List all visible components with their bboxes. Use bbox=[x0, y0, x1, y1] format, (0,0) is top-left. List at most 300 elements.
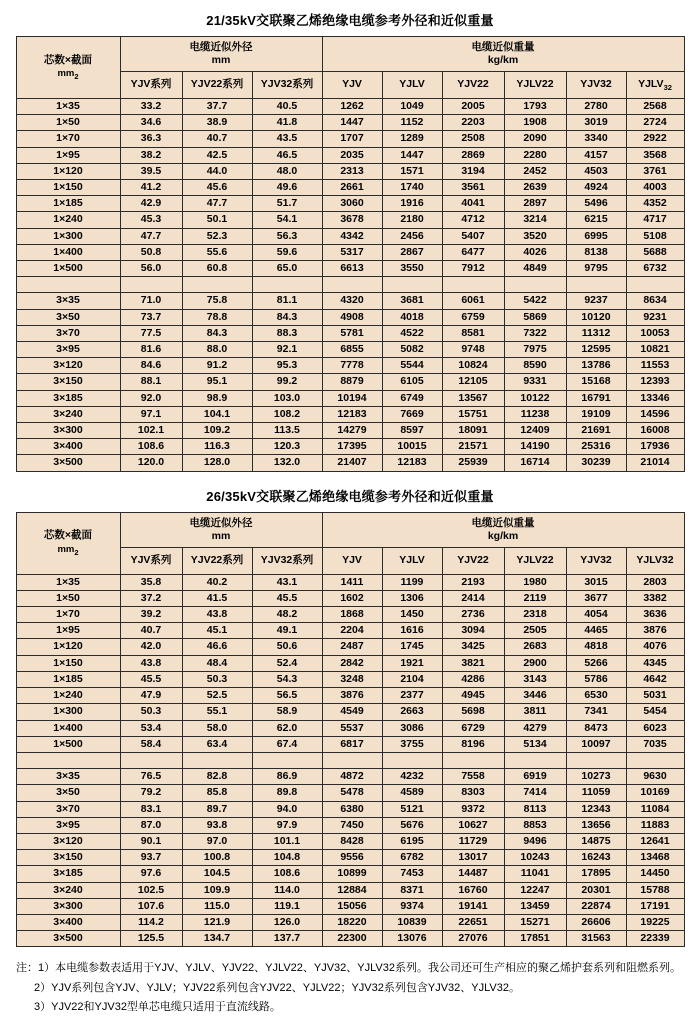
cell-weight-5: 17895 bbox=[566, 866, 626, 882]
notes-block bbox=[16, 959, 684, 1017]
cell-outer-diameter-1: 102.1 bbox=[120, 423, 182, 439]
cell-outer-diameter-3: 88.3 bbox=[252, 325, 322, 341]
cell-weight-1: 3248 bbox=[322, 671, 382, 687]
cell-weight-6: 12393 bbox=[626, 374, 684, 390]
cell-weight-1: 12183 bbox=[322, 406, 382, 422]
cell-outer-diameter-2: 91.2 bbox=[182, 358, 252, 374]
cell-outer-diameter-1: 38.2 bbox=[120, 147, 182, 163]
header-wt-col-4: YJLV22 bbox=[504, 72, 566, 99]
cell-weight-6: 7035 bbox=[626, 736, 684, 752]
header-od-col-3: YJV32系列 bbox=[252, 547, 322, 574]
cell-weight-6: 3382 bbox=[626, 590, 684, 606]
cell-weight-1: 6613 bbox=[322, 261, 382, 277]
cell-outer-diameter-2: 82.8 bbox=[182, 769, 252, 785]
table-row bbox=[16, 898, 684, 914]
cell-weight-6: 3876 bbox=[626, 623, 684, 639]
separator-cell bbox=[382, 277, 442, 293]
cell-weight-6: 15788 bbox=[626, 882, 684, 898]
cell-weight-3: 2203 bbox=[442, 115, 504, 131]
note-item-2: 2）YJV系列包含YJV、YJLV；YJV22系列包含YJV22、YJLV22；YJV32系列包含YJV32、YJLV32。 bbox=[34, 981, 520, 994]
cell-outer-diameter-2: 42.5 bbox=[182, 147, 252, 163]
cell-outer-diameter-3: 101.1 bbox=[252, 833, 322, 849]
cell-weight-1: 22300 bbox=[322, 931, 382, 947]
header-group-weight: 电缆近似重量 kg/km bbox=[322, 37, 684, 72]
cell-weight-3: 5407 bbox=[442, 228, 504, 244]
cell-weight-5: 4503 bbox=[566, 163, 626, 179]
cell-weight-5: 30239 bbox=[566, 455, 626, 471]
separator-cell bbox=[442, 752, 504, 768]
cell-weight-1: 5317 bbox=[322, 244, 382, 260]
cell-weight-2: 5544 bbox=[382, 358, 442, 374]
cell-weight-1: 3060 bbox=[322, 196, 382, 212]
cell-core-section: 3×240 bbox=[16, 406, 120, 422]
cell-weight-2: 1306 bbox=[382, 590, 442, 606]
cell-weight-6: 10821 bbox=[626, 342, 684, 358]
header-od-col-3: YJV32系列 bbox=[252, 72, 322, 99]
cell-outer-diameter-2: 46.6 bbox=[182, 639, 252, 655]
cell-weight-5: 5496 bbox=[566, 196, 626, 212]
cell-weight-5: 4818 bbox=[566, 639, 626, 655]
cell-outer-diameter-3: 65.0 bbox=[252, 261, 322, 277]
cell-core-section: 3×150 bbox=[16, 374, 120, 390]
cell-outer-diameter-3: 86.9 bbox=[252, 769, 322, 785]
cell-outer-diameter-1: 42.0 bbox=[120, 639, 182, 655]
cell-core-section: 1×185 bbox=[16, 671, 120, 687]
cell-weight-4: 8113 bbox=[504, 801, 566, 817]
cell-weight-6: 19225 bbox=[626, 914, 684, 930]
cell-outer-diameter-1: 83.1 bbox=[120, 801, 182, 817]
cell-weight-4: 13459 bbox=[504, 898, 566, 914]
cell-weight-4: 1908 bbox=[504, 115, 566, 131]
cell-outer-diameter-2: 38.9 bbox=[182, 115, 252, 131]
cell-weight-2: 2456 bbox=[382, 228, 442, 244]
cell-weight-1: 1707 bbox=[322, 131, 382, 147]
cell-weight-3: 2414 bbox=[442, 590, 504, 606]
cell-weight-1: 2204 bbox=[322, 623, 382, 639]
cell-weight-4: 2505 bbox=[504, 623, 566, 639]
cell-core-section: 3×95 bbox=[16, 817, 120, 833]
table-row bbox=[16, 785, 684, 801]
cell-outer-diameter-3: 50.6 bbox=[252, 639, 322, 655]
cell-weight-1: 2661 bbox=[322, 180, 382, 196]
cell-weight-5: 6530 bbox=[566, 688, 626, 704]
cell-weight-6: 14450 bbox=[626, 866, 684, 882]
cell-core-section: 1×500 bbox=[16, 261, 120, 277]
cell-outer-diameter-1: 41.2 bbox=[120, 180, 182, 196]
separator-cell bbox=[182, 277, 252, 293]
cell-outer-diameter-2: 40.2 bbox=[182, 574, 252, 590]
cell-core-section: 1×240 bbox=[16, 212, 120, 228]
cell-weight-2: 7453 bbox=[382, 866, 442, 882]
cell-core-section: 3×240 bbox=[16, 882, 120, 898]
cell-weight-5: 10273 bbox=[566, 769, 626, 785]
cell-weight-1: 2035 bbox=[322, 147, 382, 163]
cell-weight-1: 10194 bbox=[322, 390, 382, 406]
cell-weight-2: 4522 bbox=[382, 325, 442, 341]
cell-weight-3: 8196 bbox=[442, 736, 504, 752]
cell-weight-3: 8303 bbox=[442, 785, 504, 801]
cell-weight-3: 11729 bbox=[442, 833, 504, 849]
table-row bbox=[16, 99, 684, 115]
cell-weight-1: 10899 bbox=[322, 866, 382, 882]
cell-outer-diameter-1: 77.5 bbox=[120, 325, 182, 341]
cell-core-section: 1×95 bbox=[16, 623, 120, 639]
cell-outer-diameter-2: 37.7 bbox=[182, 99, 252, 115]
cell-outer-diameter-2: 52.5 bbox=[182, 688, 252, 704]
header-group-weight: 电缆近似重量 kg/km bbox=[322, 512, 684, 547]
cell-outer-diameter-3: 132.0 bbox=[252, 455, 322, 471]
cell-outer-diameter-3: 120.3 bbox=[252, 439, 322, 455]
cell-weight-6: 6023 bbox=[626, 720, 684, 736]
cell-core-section: 3×150 bbox=[16, 850, 120, 866]
cell-weight-2: 1450 bbox=[382, 607, 442, 623]
table-row bbox=[16, 769, 684, 785]
cell-weight-6: 5031 bbox=[626, 688, 684, 704]
cell-weight-2: 3086 bbox=[382, 720, 442, 736]
cell-outer-diameter-1: 50.8 bbox=[120, 244, 182, 260]
cell-weight-2: 4589 bbox=[382, 785, 442, 801]
cell-weight-2: 4232 bbox=[382, 769, 442, 785]
cell-outer-diameter-2: 84.3 bbox=[182, 325, 252, 341]
cell-core-section: 1×70 bbox=[16, 131, 120, 147]
cell-weight-5: 12595 bbox=[566, 342, 626, 358]
cell-weight-6: 4076 bbox=[626, 639, 684, 655]
cell-outer-diameter-3: 49.6 bbox=[252, 180, 322, 196]
cell-weight-4: 3214 bbox=[504, 212, 566, 228]
cell-weight-4: 2318 bbox=[504, 607, 566, 623]
table-2-body bbox=[16, 574, 684, 947]
cell-weight-4: 2897 bbox=[504, 196, 566, 212]
cell-outer-diameter-1: 45.5 bbox=[120, 671, 182, 687]
table-row bbox=[16, 374, 684, 390]
cell-weight-3: 13017 bbox=[442, 850, 504, 866]
cell-weight-5: 10097 bbox=[566, 736, 626, 752]
cell-weight-1: 6380 bbox=[322, 801, 382, 817]
table-row bbox=[16, 147, 684, 163]
cell-weight-2: 2180 bbox=[382, 212, 442, 228]
cell-weight-6: 9630 bbox=[626, 769, 684, 785]
cable-spec-table-2 bbox=[16, 512, 685, 948]
table-row bbox=[16, 196, 684, 212]
separator-cell bbox=[382, 752, 442, 768]
cell-outer-diameter-1: 43.8 bbox=[120, 655, 182, 671]
cell-weight-1: 3876 bbox=[322, 688, 382, 704]
separator-cell bbox=[182, 752, 252, 768]
cell-outer-diameter-2: 45.1 bbox=[182, 623, 252, 639]
cell-weight-4: 16714 bbox=[504, 455, 566, 471]
table-2-title: 26/35kV交联聚乙烯绝缘电缆参考外径和近似重量 bbox=[206, 488, 494, 504]
header-od-col-2: YJV22系列 bbox=[182, 72, 252, 99]
cell-outer-diameter-3: 48.2 bbox=[252, 607, 322, 623]
cell-core-section: 3×120 bbox=[16, 833, 120, 849]
cell-weight-3: 15751 bbox=[442, 406, 504, 422]
cell-outer-diameter-3: 95.3 bbox=[252, 358, 322, 374]
cell-weight-4: 2900 bbox=[504, 655, 566, 671]
cell-core-section: 3×95 bbox=[16, 342, 120, 358]
cell-weight-6: 22339 bbox=[626, 931, 684, 947]
cell-weight-5: 10120 bbox=[566, 309, 626, 325]
table-1-title: 21/35kV交联聚乙烯绝缘电缆参考外径和近似重量 bbox=[206, 13, 494, 28]
cell-outer-diameter-3: 94.0 bbox=[252, 801, 322, 817]
cell-outer-diameter-3: 137.7 bbox=[252, 931, 322, 947]
table-row bbox=[16, 423, 684, 439]
cell-outer-diameter-1: 102.5 bbox=[120, 882, 182, 898]
table-row bbox=[16, 655, 684, 671]
cell-outer-diameter-2: 134.7 bbox=[182, 931, 252, 947]
cell-weight-1: 1411 bbox=[322, 574, 382, 590]
cell-weight-3: 19141 bbox=[442, 898, 504, 914]
separator-cell bbox=[16, 752, 120, 768]
cell-weight-2: 1616 bbox=[382, 623, 442, 639]
cell-weight-2: 2104 bbox=[382, 671, 442, 687]
cell-outer-diameter-1: 56.0 bbox=[120, 261, 182, 277]
table-row bbox=[16, 261, 684, 277]
cell-weight-2: 1921 bbox=[382, 655, 442, 671]
cell-core-section: 3×185 bbox=[16, 866, 120, 882]
cell-weight-5: 4157 bbox=[566, 147, 626, 163]
cell-weight-4: 17851 bbox=[504, 931, 566, 947]
cell-outer-diameter-3: 43.5 bbox=[252, 131, 322, 147]
cell-weight-5: 14875 bbox=[566, 833, 626, 849]
cell-weight-3: 3094 bbox=[442, 623, 504, 639]
cell-weight-1: 2487 bbox=[322, 639, 382, 655]
cell-weight-6: 17936 bbox=[626, 439, 684, 455]
cell-weight-4: 3520 bbox=[504, 228, 566, 244]
cell-weight-3: 18091 bbox=[442, 423, 504, 439]
cell-weight-4: 9496 bbox=[504, 833, 566, 849]
separator-cell bbox=[16, 277, 120, 293]
cell-weight-5: 9795 bbox=[566, 261, 626, 277]
cell-weight-3: 10627 bbox=[442, 817, 504, 833]
cell-weight-4: 6919 bbox=[504, 769, 566, 785]
cell-weight-2: 7669 bbox=[382, 406, 442, 422]
cell-weight-5: 16243 bbox=[566, 850, 626, 866]
cell-outer-diameter-1: 107.6 bbox=[120, 898, 182, 914]
cell-outer-diameter-2: 100.8 bbox=[182, 850, 252, 866]
cell-core-section: 3×185 bbox=[16, 390, 120, 406]
table-row bbox=[16, 293, 684, 309]
cell-weight-1: 5478 bbox=[322, 785, 382, 801]
cell-weight-6: 3568 bbox=[626, 147, 684, 163]
cell-outer-diameter-1: 34.6 bbox=[120, 115, 182, 131]
cell-weight-4: 3446 bbox=[504, 688, 566, 704]
table-row bbox=[16, 180, 684, 196]
cell-outer-diameter-2: 88.0 bbox=[182, 342, 252, 358]
cell-outer-diameter-2: 45.6 bbox=[182, 180, 252, 196]
cell-weight-6: 13468 bbox=[626, 850, 684, 866]
cell-outer-diameter-1: 39.5 bbox=[120, 163, 182, 179]
table-row bbox=[16, 390, 684, 406]
cell-core-section: 1×50 bbox=[16, 115, 120, 131]
cell-weight-2: 2867 bbox=[382, 244, 442, 260]
cell-outer-diameter-3: 58.9 bbox=[252, 704, 322, 720]
cell-weight-5: 3019 bbox=[566, 115, 626, 131]
cell-outer-diameter-1: 125.5 bbox=[120, 931, 182, 947]
cell-weight-6: 5108 bbox=[626, 228, 684, 244]
header-wt-col-6: YJLV32 bbox=[626, 547, 684, 574]
cell-weight-5: 16791 bbox=[566, 390, 626, 406]
cell-weight-4: 5869 bbox=[504, 309, 566, 325]
cell-outer-diameter-2: 93.8 bbox=[182, 817, 252, 833]
cell-weight-5: 13656 bbox=[566, 817, 626, 833]
table-row bbox=[16, 342, 684, 358]
cell-outer-diameter-1: 88.1 bbox=[120, 374, 182, 390]
cell-weight-5: 8138 bbox=[566, 244, 626, 260]
header-wt-col-2: YJLV bbox=[382, 547, 442, 574]
cell-weight-5: 15168 bbox=[566, 374, 626, 390]
cell-weight-5: 19109 bbox=[566, 406, 626, 422]
cell-weight-5: 8473 bbox=[566, 720, 626, 736]
cell-weight-5: 5266 bbox=[566, 655, 626, 671]
cell-outer-diameter-2: 116.3 bbox=[182, 439, 252, 455]
table-row bbox=[16, 439, 684, 455]
cell-outer-diameter-2: 97.0 bbox=[182, 833, 252, 849]
cable-spec-table-1 bbox=[16, 36, 685, 472]
cell-weight-4: 3143 bbox=[504, 671, 566, 687]
cell-weight-3: 22651 bbox=[442, 914, 504, 930]
cell-weight-1: 8428 bbox=[322, 833, 382, 849]
table-row bbox=[16, 244, 684, 260]
cell-weight-2: 6749 bbox=[382, 390, 442, 406]
cell-weight-2: 6782 bbox=[382, 850, 442, 866]
cell-outer-diameter-2: 115.0 bbox=[182, 898, 252, 914]
table-row bbox=[16, 131, 684, 147]
cell-weight-6: 3761 bbox=[626, 163, 684, 179]
cell-weight-2: 1152 bbox=[382, 115, 442, 131]
cell-weight-4: 11238 bbox=[504, 406, 566, 422]
cell-weight-5: 2780 bbox=[566, 99, 626, 115]
cell-outer-diameter-3: 54.3 bbox=[252, 671, 322, 687]
cell-core-section: 1×120 bbox=[16, 639, 120, 655]
cell-weight-3: 14487 bbox=[442, 866, 504, 882]
cell-outer-diameter-2: 63.4 bbox=[182, 736, 252, 752]
cell-weight-6: 4345 bbox=[626, 655, 684, 671]
cell-weight-2: 6195 bbox=[382, 833, 442, 849]
cell-weight-5: 6995 bbox=[566, 228, 626, 244]
cell-weight-3: 25939 bbox=[442, 455, 504, 471]
cell-outer-diameter-2: 104.5 bbox=[182, 866, 252, 882]
cell-core-section: 3×300 bbox=[16, 898, 120, 914]
cell-weight-1: 5537 bbox=[322, 720, 382, 736]
cell-outer-diameter-3: 97.9 bbox=[252, 817, 322, 833]
separator-cell bbox=[252, 752, 322, 768]
cell-weight-1: 5781 bbox=[322, 325, 382, 341]
header-wt-col-2: YJLV bbox=[382, 72, 442, 99]
cell-outer-diameter-3: 41.8 bbox=[252, 115, 322, 131]
cell-weight-5: 26606 bbox=[566, 914, 626, 930]
cell-weight-2: 6105 bbox=[382, 374, 442, 390]
cell-weight-5: 4054 bbox=[566, 607, 626, 623]
note-item-1: 注：1）本电缆参数表适用于YJV、YJLV、YJV22、YJLV22、YJV32、YJLV32系列。我公司还可生产相应的聚乙烯护套系列和阻燃系列。 bbox=[16, 962, 682, 975]
table-row bbox=[16, 358, 684, 374]
separator-cell bbox=[322, 752, 382, 768]
cell-outer-diameter-1: 114.2 bbox=[120, 914, 182, 930]
table-row bbox=[16, 212, 684, 228]
table-row bbox=[16, 671, 684, 687]
cell-outer-diameter-2: 98.9 bbox=[182, 390, 252, 406]
cell-weight-3: 7912 bbox=[442, 261, 504, 277]
cell-outer-diameter-3: 54.1 bbox=[252, 212, 322, 228]
separator-cell bbox=[322, 277, 382, 293]
cell-weight-2: 1745 bbox=[382, 639, 442, 655]
cell-weight-3: 10824 bbox=[442, 358, 504, 374]
table-row bbox=[16, 882, 684, 898]
table-row bbox=[16, 115, 684, 131]
table-row bbox=[16, 607, 684, 623]
cell-weight-3: 7558 bbox=[442, 769, 504, 785]
table-row bbox=[16, 833, 684, 849]
cell-weight-3: 4286 bbox=[442, 671, 504, 687]
table-row bbox=[16, 455, 684, 471]
cell-weight-3: 8581 bbox=[442, 325, 504, 341]
cell-weight-1: 1447 bbox=[322, 115, 382, 131]
cell-weight-5: 4924 bbox=[566, 180, 626, 196]
header-core-section: 芯数×截面 $mm_2$ bbox=[16, 512, 120, 574]
cell-outer-diameter-1: 71.0 bbox=[120, 293, 182, 309]
table-row bbox=[16, 817, 684, 833]
cell-outer-diameter-3: 45.5 bbox=[252, 590, 322, 606]
cell-weight-1: 8879 bbox=[322, 374, 382, 390]
separator-cell bbox=[504, 752, 566, 768]
cell-weight-4: 5422 bbox=[504, 293, 566, 309]
cell-weight-1: 7778 bbox=[322, 358, 382, 374]
cell-outer-diameter-3: 59.6 bbox=[252, 244, 322, 260]
cell-outer-diameter-3: 40.5 bbox=[252, 99, 322, 115]
cell-outer-diameter-2: 50.3 bbox=[182, 671, 252, 687]
cell-weight-3: 12105 bbox=[442, 374, 504, 390]
cell-weight-4: 11041 bbox=[504, 866, 566, 882]
cell-weight-1: 12884 bbox=[322, 882, 382, 898]
cell-core-section: 1×150 bbox=[16, 180, 120, 196]
cell-core-section: 3×500 bbox=[16, 455, 120, 471]
cell-weight-5: 6215 bbox=[566, 212, 626, 228]
cell-weight-1: 1868 bbox=[322, 607, 382, 623]
cell-weight-2: 1447 bbox=[382, 147, 442, 163]
cell-outer-diameter-1: 45.3 bbox=[120, 212, 182, 228]
cell-weight-5: 11312 bbox=[566, 325, 626, 341]
table-row bbox=[16, 866, 684, 882]
cell-outer-diameter-3: 114.0 bbox=[252, 882, 322, 898]
cell-weight-3: 2193 bbox=[442, 574, 504, 590]
cell-core-section: 1×35 bbox=[16, 99, 120, 115]
cell-weight-2: 3550 bbox=[382, 261, 442, 277]
table-row bbox=[16, 704, 684, 720]
note-item-3: 3）YJV22和YJV32型单芯电缆只适用于直流线路。 bbox=[34, 1000, 281, 1013]
cell-weight-6: 17191 bbox=[626, 898, 684, 914]
cell-weight-4: 2119 bbox=[504, 590, 566, 606]
cell-outer-diameter-3: 84.3 bbox=[252, 309, 322, 325]
cell-weight-3: 13567 bbox=[442, 390, 504, 406]
cell-weight-3: 27076 bbox=[442, 931, 504, 947]
cell-weight-2: 2377 bbox=[382, 688, 442, 704]
cell-weight-3: 5698 bbox=[442, 704, 504, 720]
cell-outer-diameter-1: 79.2 bbox=[120, 785, 182, 801]
cell-outer-diameter-2: 43.8 bbox=[182, 607, 252, 623]
cell-weight-2: 2663 bbox=[382, 704, 442, 720]
cell-core-section: 3×50 bbox=[16, 785, 120, 801]
cell-outer-diameter-1: 36.3 bbox=[120, 131, 182, 147]
table-1-body bbox=[16, 99, 684, 472]
table-row bbox=[16, 639, 684, 655]
cell-weight-3: 2508 bbox=[442, 131, 504, 147]
cell-core-section: 1×35 bbox=[16, 574, 120, 590]
cell-weight-5: 21691 bbox=[566, 423, 626, 439]
cell-outer-diameter-3: 113.5 bbox=[252, 423, 322, 439]
cell-outer-diameter-1: 73.7 bbox=[120, 309, 182, 325]
cell-weight-3: 6061 bbox=[442, 293, 504, 309]
header-wt-col-6-label: YJLV bbox=[638, 77, 664, 90]
separator-cell bbox=[442, 277, 504, 293]
